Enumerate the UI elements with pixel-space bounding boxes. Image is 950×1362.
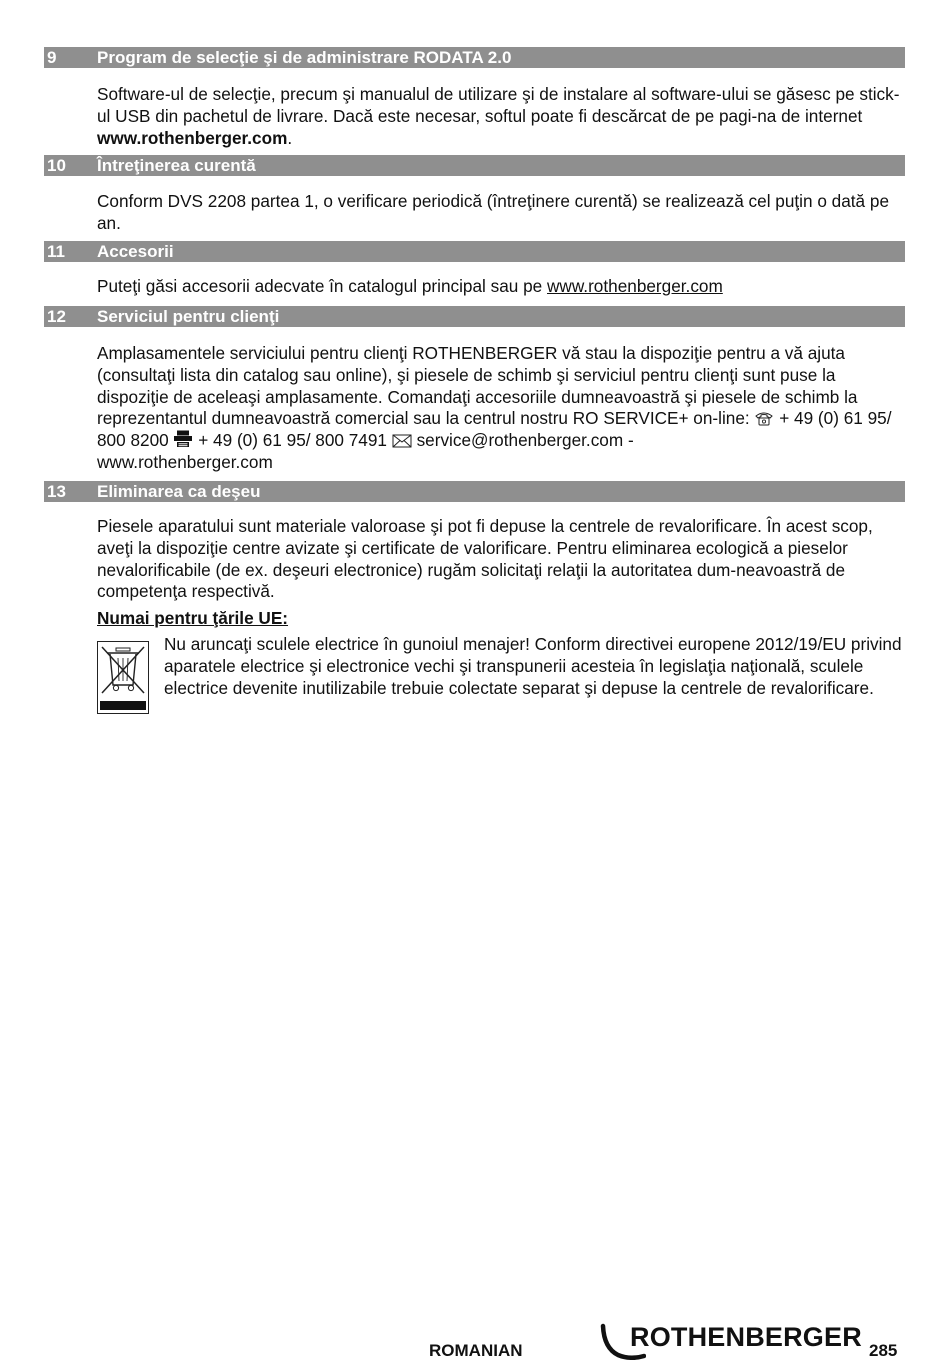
website-text[interactable]: www.rothenberger.com: [97, 451, 273, 472]
footer-language: ROMANIAN: [429, 1341, 523, 1360]
section-number: 11: [47, 242, 65, 261]
section-number: 13: [47, 482, 66, 501]
phone-icon: [754, 411, 774, 426]
brand-name: ROTHENBERGER: [630, 1322, 862, 1352]
section-title: Program de selecţie şi de administrare RODATA 2.0: [97, 48, 512, 67]
section-9-text: [97, 84, 905, 149]
section-title: Accesorii: [97, 242, 174, 261]
service-email[interactable]: service@rothenberger.com: [416, 430, 624, 451]
separator: -: [623, 430, 634, 451]
eu-only-heading: Numai pentru ţările UE:: [97, 608, 289, 628]
fax-number: + 49 (0) 61 95/ 800 7491: [198, 430, 387, 451]
section-13-text: Piesele aparatului sunt materiale valoroase şi pot fi depuse la centrele de revalorificare. În acest scop, aveţi la dispoziţie centre avizate şi certificate de valorificare. Pentru eliminarea ecologică a pieselor nevalorificabile (de ex. deşeuri electronice) rugăm solicitaţi relaţii la autoritatea dum-neavoastră de competenţa respectivă.: [97, 516, 873, 602]
paragraph-text: Puteţi găsi accesorii adecvate în catalogul principal sau pe: [97, 276, 548, 296]
section-number: 12: [47, 307, 66, 326]
section-10-text: Conform DVS 2208 partea 1, o verificare periodică (întreţinere curentă) se realizează cel puţin o dată pe an.: [97, 191, 890, 233]
section-12-header: [44, 306, 905, 327]
paragraph-text: Amplasamentele serviciului pentru clienţi ROTHENBERGER vă stau la dispoziţie pentru a vă ajuta (consultaţi lista din catalog sau online), şi piesele de schimb şi serviciul pentru clienţi sunt puse la dispoziţie de aceleaşi amplasamente. Comandaţi accesoriile dumneavoastră şi piesele de schimb la reprezentantul dumneavoastră comercial sau la centrul nostru RO SERVICE+ on-line:: [97, 343, 858, 429]
eu-disposal-text: Nu aruncaţi sculele electrice în gunoiul menajer! Conform directivei europene 2012/19/EU privind aparatele electrice şi electronice vechi şi transpunerii acesteia în legislaţia naţională, sculele electrice devenite inutilizabile trebuie colectate separat şi depuse la centrele de revalorificare.: [164, 634, 902, 698]
section-11-text: [97, 276, 905, 298]
section-number: 10: [47, 156, 66, 175]
section-title: Întreţinerea curentă: [97, 156, 256, 175]
phone-number: + 49 (0) 61 95/ 800 8200: [97, 408, 892, 451]
section-13-header: [44, 481, 905, 502]
paragraph-text: Software-ul de selecţie, precum şi manualul de utilizare şi de instalare al software-ului se găsesc pe stick-ul USB din pachetul de livrare. Dacă este necesar, softul poate fi descărcat de pe pagi-na de internet: [97, 84, 900, 126]
section-9-header: [44, 47, 905, 68]
section-10-header: [44, 155, 905, 176]
page-number: 285: [869, 1341, 898, 1360]
section-12-text: [97, 343, 905, 474]
website-link[interactable]: www.rothenberger.com: [547, 276, 723, 296]
section-number: 9: [47, 48, 57, 67]
envelope-icon: [392, 434, 412, 448]
fax-icon: [173, 430, 193, 448]
section-title: Eliminarea ca deşeu: [97, 482, 261, 501]
website-bold: www.rothenberger.com: [97, 127, 288, 148]
paragraph-end: .: [287, 127, 293, 148]
section-title: Serviciul pentru clienţi: [97, 307, 280, 326]
brand-logo: [600, 1322, 862, 1360]
weee-bin-icon: [97, 641, 149, 714]
section-11-header: [44, 241, 905, 262]
